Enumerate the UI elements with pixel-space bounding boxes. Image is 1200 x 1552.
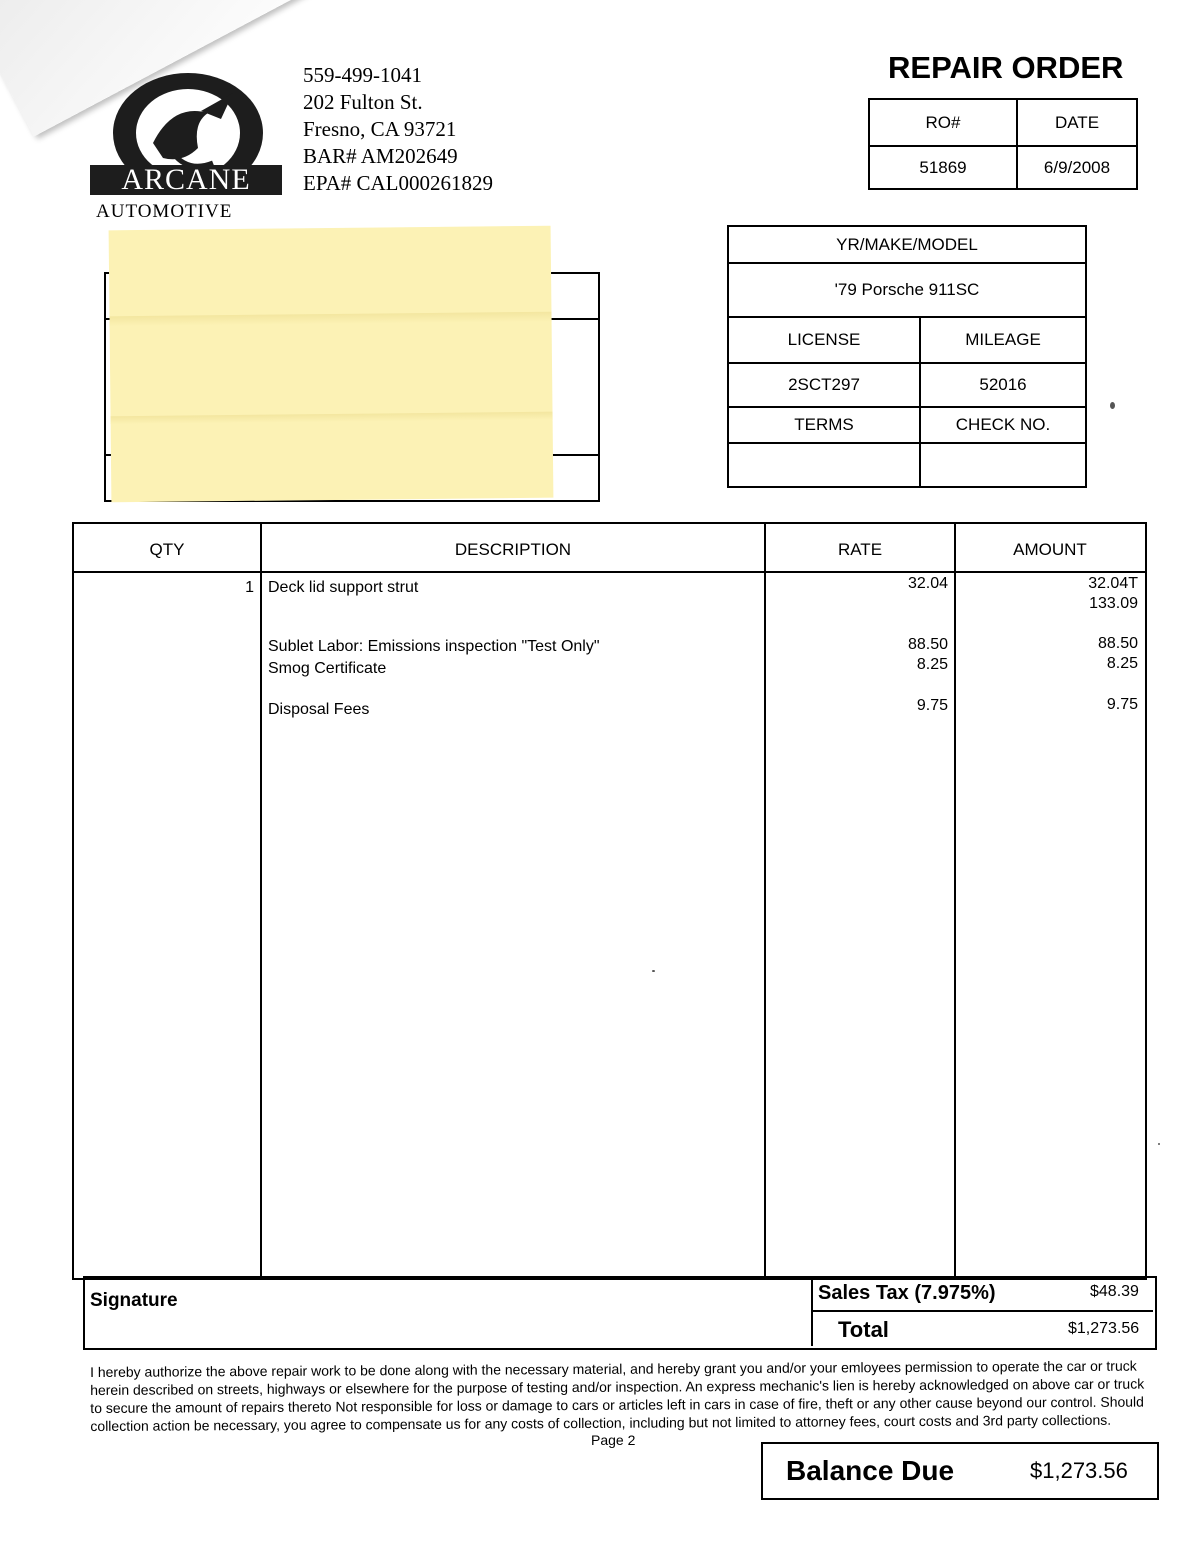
- date-label: DATE: [1017, 99, 1137, 146]
- rate-header: RATE: [837, 540, 883, 559]
- arcane-logo: [90, 55, 285, 225]
- shop-phone: 559-499-1041: [303, 63, 422, 87]
- totals-row-divider: [811, 1310, 1153, 1312]
- redaction-sticky-note: [109, 226, 554, 503]
- check-no-value: [920, 443, 1086, 487]
- model-value: '79 Porsche 911SC: [728, 263, 1086, 317]
- sales-tax-label: Sales Tax (7.975%): [818, 1282, 996, 1304]
- table-row-rate: 88.50: [907, 636, 948, 653]
- scan-speck: [1110, 402, 1115, 409]
- shop-address-block: [303, 62, 493, 197]
- table-row-amount: 88.50: [1097, 635, 1138, 652]
- check-no-label: CHECK NO.: [920, 407, 1086, 443]
- table-row-description: Deck lid support strut: [268, 579, 419, 596]
- signature-box: [83, 1276, 1157, 1350]
- table-row-amount: 8.25: [1106, 655, 1138, 672]
- terms-label: TERMS: [728, 407, 920, 443]
- table-row-description: Smog Certificate: [268, 660, 387, 677]
- table-row-rate: 8.25: [916, 656, 948, 673]
- description-header: DESCRIPTION: [454, 540, 572, 559]
- shop-street: 202 Fulton St.: [303, 90, 423, 114]
- model-label: YR/MAKE/MODEL: [728, 226, 1086, 263]
- balance-due-value: $1,273.56: [1030, 1458, 1128, 1483]
- signature-label: Signature: [90, 1290, 178, 1311]
- line-items-table: [72, 522, 1147, 1280]
- table-row-amount: 32.04T: [1088, 575, 1138, 592]
- mileage-label: MILEAGE: [920, 317, 1086, 363]
- shop-bar-number: BAR# AM202649: [303, 144, 458, 168]
- balance-due-label: Balance Due: [786, 1455, 955, 1486]
- shop-city: Fresno, CA 93721: [303, 117, 457, 141]
- scan-speck: [652, 970, 655, 972]
- table-row-amount: 133.09: [1089, 595, 1138, 612]
- document-title: REPAIR ORDER: [888, 50, 1124, 85]
- vehicle-info-table: [727, 225, 1087, 488]
- order-info-table: [868, 98, 1138, 190]
- authorization-terms: I hereby authorize the above repair work to be done along with the necessary material, and hereby grant you and/or your emloyees permission to operate the car or truck herein described on streets, highways or elsewhere for the purpose of testing and/or inspection. An express mechanic's lien is hereby acknowledged on above car or truck to secure the amount of repairs thereto Not responsible for loss or damage to cars or articles left in cars in case of fire, theft or any other cause beyond our control. Should collection action be necessary, you agree to compensate us for any costs of collection, including but not limited to attorney fees, court costs and 3rd party collections.: [90, 1357, 1145, 1434]
- total-label: Total: [838, 1317, 889, 1342]
- logo-tagline: AUTOMOTIVE: [96, 201, 233, 222]
- sales-tax-value: $48.39: [1090, 1283, 1139, 1300]
- scan-speck: [1158, 1143, 1160, 1145]
- terms-value: [728, 443, 920, 487]
- amount-header: AMOUNT: [1013, 540, 1087, 559]
- table-row-rate: 32.04: [907, 575, 948, 592]
- license-label: LICENSE: [728, 317, 920, 363]
- shop-epa-number: EPA# CAL000261829: [303, 171, 493, 195]
- table-row-qty: 1: [245, 579, 254, 596]
- mileage-value: 52016: [920, 363, 1086, 407]
- ro-label: RO#: [869, 99, 1017, 146]
- date-value: 6/9/2008: [1017, 146, 1137, 189]
- table-row-description: Sublet Labor: Emissions inspection "Test Only": [268, 638, 600, 655]
- logo-name: ARCANE: [90, 165, 282, 195]
- qty-header: QTY: [149, 540, 185, 559]
- ro-value: 51869: [869, 146, 1017, 189]
- table-row-rate: 9.75: [916, 697, 948, 714]
- page-number: Page 2: [591, 1432, 636, 1448]
- license-value: 2SCT297: [728, 363, 920, 407]
- table-row-description: Disposal Fees: [268, 701, 370, 718]
- table-row-amount: 9.75: [1106, 696, 1138, 713]
- total-value: $1,273.56: [1068, 1320, 1140, 1337]
